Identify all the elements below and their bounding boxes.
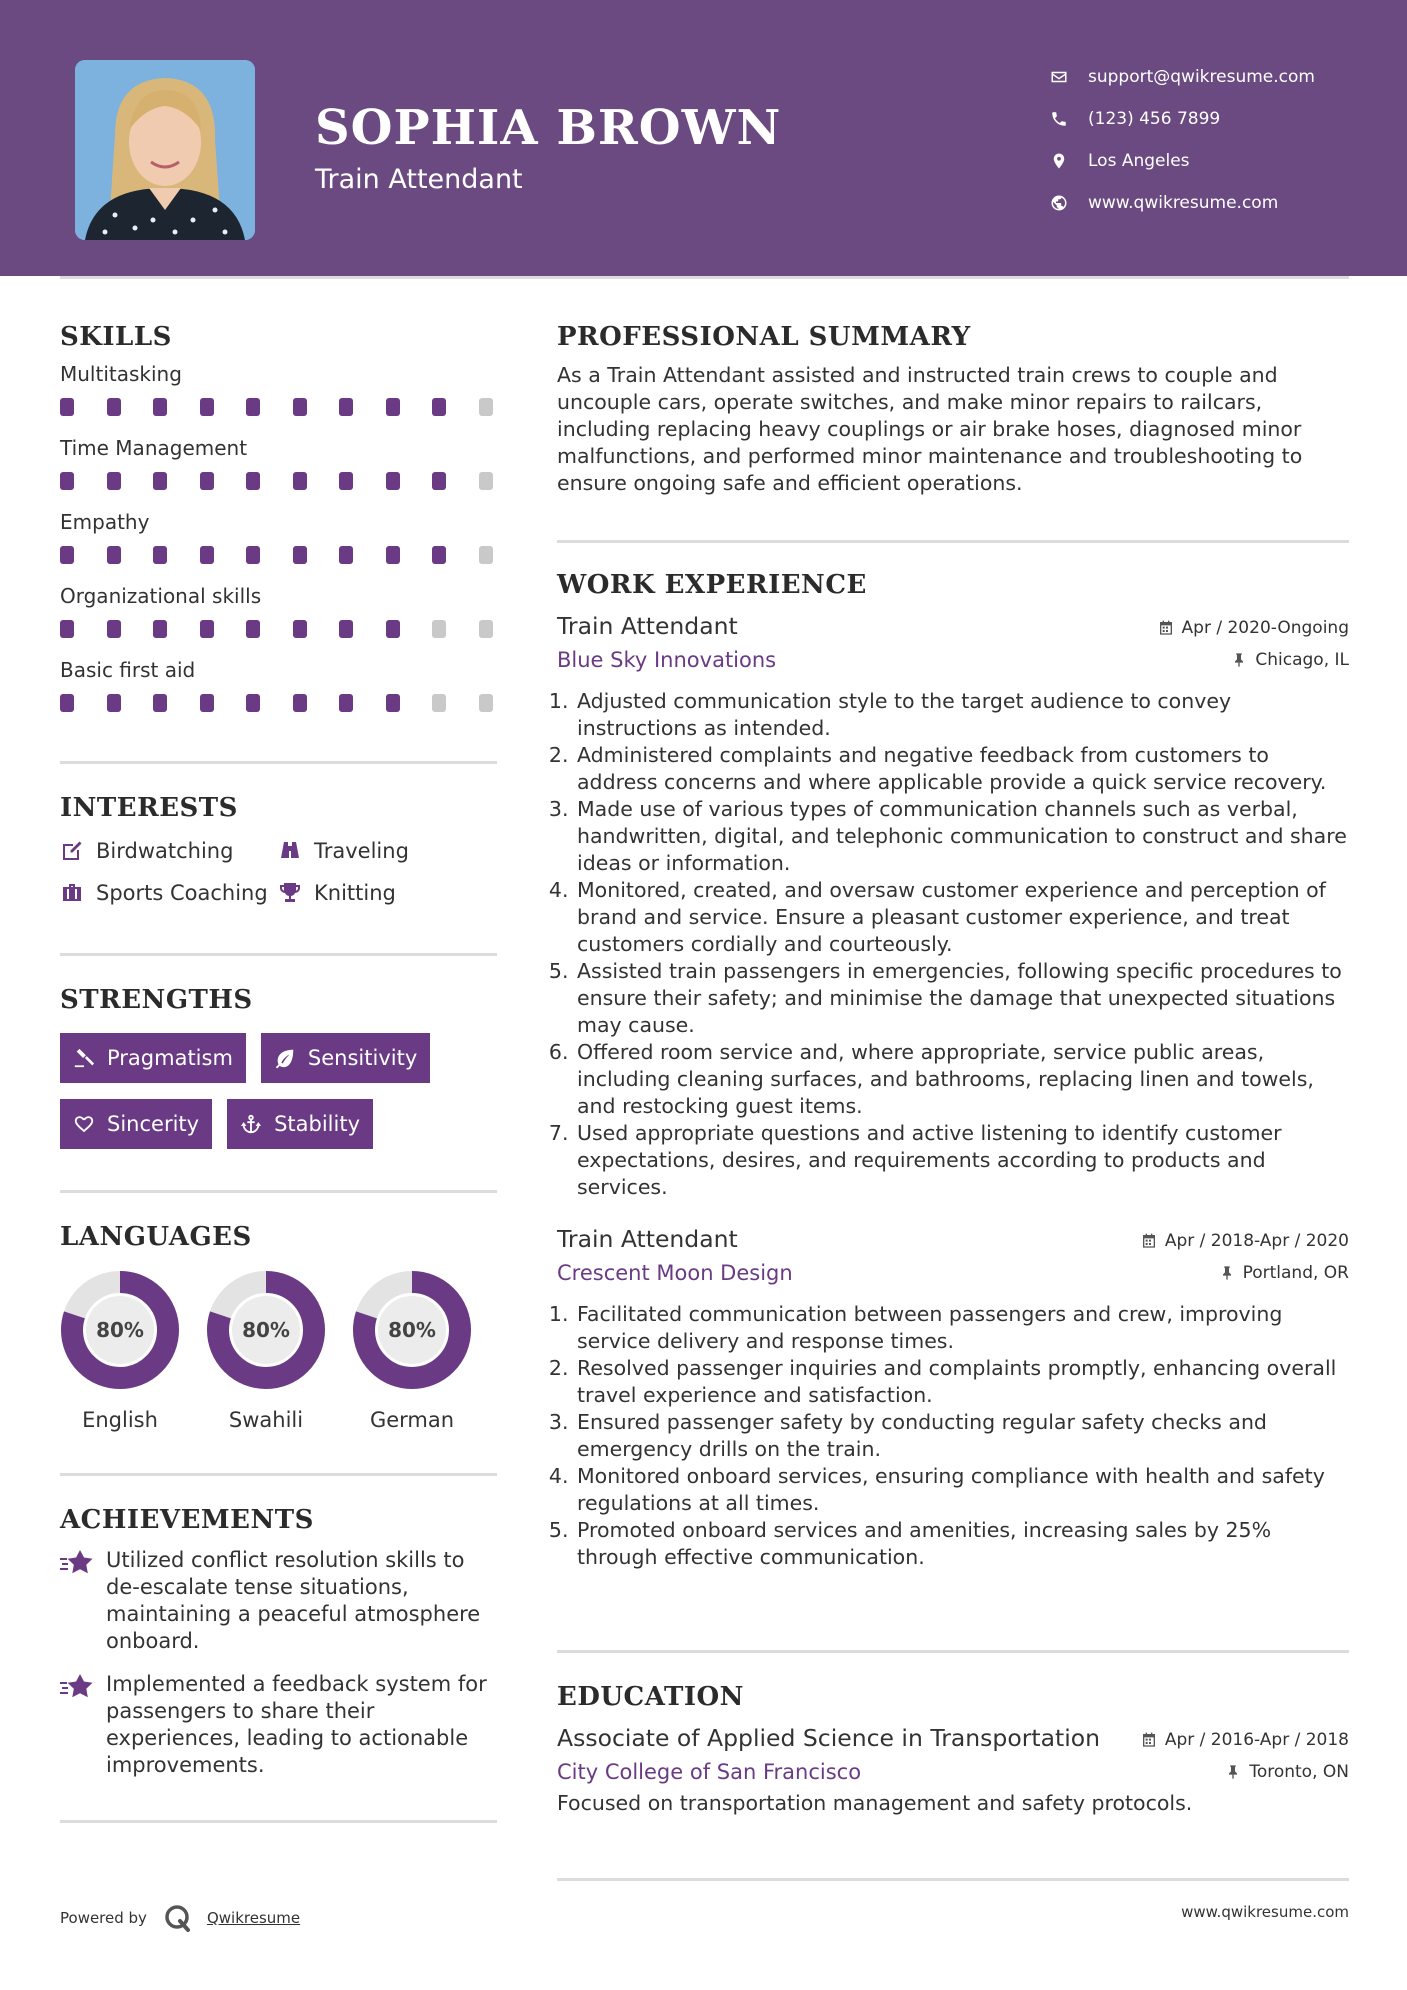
contact-website[interactable] (1050, 182, 1390, 224)
skill-dot (107, 694, 121, 712)
skills-divider (60, 761, 497, 764)
interest-label: Traveling (314, 839, 409, 863)
briefcase-icon (60, 881, 84, 905)
strengths-list (60, 1033, 497, 1149)
skill-dot (386, 620, 400, 638)
skill-dot (293, 694, 307, 712)
skill-dot (432, 694, 446, 712)
language-donut (60, 1270, 180, 1390)
job-location-text: Portland, OR (1242, 1263, 1349, 1283)
strength-label: Pragmatism (107, 1046, 233, 1070)
phone-icon (1050, 110, 1088, 128)
skill-dot (153, 546, 167, 564)
strengths-divider (60, 1190, 497, 1193)
skill-level-dots (60, 614, 497, 658)
skill-name: Empathy (60, 510, 150, 534)
education-description: Focused on transportation management and safety protocols. (557, 1791, 1193, 1815)
contact-email[interactable] (1050, 56, 1390, 98)
profile-photo-image (75, 60, 255, 240)
skill-dot (386, 472, 400, 490)
skill-dot (246, 694, 260, 712)
achievement-text: Implemented a feedback system for passengers to share their experiences, leading to actionable improvements. (106, 1672, 487, 1777)
strengths-section (60, 985, 497, 1149)
skill-dot (246, 398, 260, 416)
skill-dot (200, 472, 214, 490)
job-duties (557, 688, 1349, 1201)
job-duty-item: 2. Administered complaints and negative feedback from customers to address concerns and where applicable provide a quick service recovery. (575, 742, 1349, 796)
powered-by-text: Powered by (60, 1909, 147, 1927)
experience-title: WORK EXPERIENCE (557, 570, 867, 600)
skill-name: Basic first aid (60, 658, 196, 682)
pin-icon (1225, 1764, 1241, 1780)
qwikresume-link[interactable]: Qwikresume (206, 1909, 301, 1927)
job-title: Train Attendant (557, 1225, 738, 1253)
summary-text: As a Train Attendant assisted and instructed train crews to couple and uncouple cars, operate switches, and make minor repairs to railcars, including replacing heavy couplings or air brake hoses, diagnosed minor malfunctions, and performed minor maintenance and troubleshooting to ensure ongoing safe and efficient operations. (557, 363, 1303, 495)
language-donut (352, 1270, 472, 1390)
skill-dot (479, 398, 493, 416)
anchor-icon (240, 1113, 262, 1135)
skill-dot (293, 472, 307, 490)
interest-item (278, 881, 488, 905)
contact-website-text: www.qwikresume.com (1088, 193, 1279, 213)
education-location (1225, 1762, 1349, 1782)
skill-level-dots (60, 392, 497, 436)
job-entry (557, 612, 1349, 1201)
skill-dot (246, 472, 260, 490)
experience-section (557, 570, 1349, 1571)
interests-title: INTERESTS (60, 793, 238, 823)
job-company: Blue Sky Innovations (557, 648, 777, 672)
job-location (1219, 1263, 1349, 1283)
location-icon (1050, 152, 1088, 170)
education-school: City College of San Francisco (557, 1760, 862, 1784)
job-location-text: Chicago, IL (1255, 650, 1349, 670)
job-dates-text: Apr / 2018-Apr / 2020 (1164, 1231, 1349, 1251)
languages-list (60, 1270, 497, 1432)
achievements-divider (60, 1820, 497, 1823)
skill-dot (200, 694, 214, 712)
job-dates (1158, 618, 1349, 638)
interests-section (60, 793, 497, 905)
achievement-item (60, 1671, 497, 1779)
skill-dot (107, 398, 121, 416)
qwikresume-logo-icon (163, 1903, 193, 1933)
job-duty-item: 1. Adjusted communication style to the target audience to convey instructions as intended. (575, 688, 1349, 742)
strengths-title: STRENGTHS (60, 985, 253, 1015)
language-donut (206, 1270, 326, 1390)
skill-dot (200, 620, 214, 638)
skills-list (60, 362, 497, 732)
skill-dot (293, 620, 307, 638)
education-location-text: Toronto, ON (1249, 1762, 1349, 1782)
education-dates-text: Apr / 2016-Apr / 2018 (1164, 1730, 1349, 1750)
skill-name: Multitasking (60, 362, 182, 386)
skill-level-dots (60, 688, 497, 732)
calendar-icon (1141, 1732, 1157, 1748)
skill-name: Organizational skills (60, 584, 262, 608)
strength-tag (60, 1099, 212, 1149)
strength-label: Sensitivity (307, 1046, 418, 1070)
skill-dot (432, 472, 446, 490)
interest-label: Sports Coaching (96, 881, 268, 905)
job-duties (557, 1301, 1349, 1571)
contact-phone-text: (123) 456 7899 (1088, 109, 1221, 129)
job-duty-item: 5. Promoted onboard services and amenities, increasing sales by 25% through effective communication. (575, 1517, 1349, 1571)
skill-dot (479, 546, 493, 564)
email-icon (1050, 68, 1088, 86)
job-duty-item: 4. Monitored, created, and oversaw customer experience and perception of brand and service. Ensure a pleasant customer experience, and treat customers cordially and courteously. (575, 877, 1349, 958)
calendar-icon (1158, 620, 1174, 636)
skills-section (60, 322, 497, 732)
heart-icon (73, 1113, 95, 1135)
job-dates (1141, 1231, 1349, 1251)
skill-dot (107, 620, 121, 638)
job-duty-item: 4. Monitored onboard services, ensuring compliance with health and safety regulations at all times. (575, 1463, 1349, 1517)
skill-dot (479, 472, 493, 490)
interests-divider (60, 953, 497, 956)
skill-dot (153, 620, 167, 638)
skill-dot (153, 398, 167, 416)
job-company: Crescent Moon Design (557, 1261, 793, 1285)
education-divider (557, 1878, 1349, 1881)
candidate-role: Train Attendant (315, 164, 523, 195)
education-degree: Associate of Applied Science in Transportation (557, 1724, 1101, 1752)
achievements-section (60, 1505, 497, 1779)
language-percent: 80% (388, 1318, 436, 1342)
job-duty-item: 3. Ensured passenger safety by conducting regular safety checks and emergency drills on the train. (575, 1409, 1349, 1463)
job-dates-text: Apr / 2020-Ongoing (1181, 618, 1349, 638)
leaf-icon (274, 1047, 296, 1069)
skill-dot (293, 398, 307, 416)
strength-label: Sincerity (107, 1112, 200, 1136)
job-duty-item: 1. Facilitated communication between passengers and crew, improving service delivery and response times. (575, 1301, 1349, 1355)
pin-icon (1231, 652, 1247, 668)
skill-name: Time Management (60, 436, 248, 460)
skill-dot (386, 694, 400, 712)
summary-title: PROFESSIONAL SUMMARY (557, 322, 971, 352)
job-duty-item: 2. Resolved passenger inquiries and complaints promptly, enhancing overall travel experience and satisfaction. (575, 1355, 1349, 1409)
strength-tag (60, 1033, 246, 1083)
language-name: German (369, 1408, 455, 1432)
contact-email-text: support@qwikresume.com (1088, 67, 1315, 87)
languages-section (60, 1222, 497, 1432)
profile-photo (75, 60, 255, 240)
languages-divider (60, 1473, 497, 1476)
skill-dot (153, 472, 167, 490)
contact-location (1050, 140, 1390, 182)
summary-divider (557, 540, 1349, 543)
language-item (206, 1270, 326, 1432)
skill-dot (339, 472, 353, 490)
globe-icon (1050, 194, 1088, 212)
achievement-item (60, 1547, 497, 1655)
skill-dot (200, 546, 214, 564)
achievements-title: ACHIEVEMENTS (60, 1505, 314, 1535)
edit-icon (60, 839, 84, 863)
skill-dot (479, 694, 493, 712)
language-percent: 80% (96, 1318, 144, 1342)
skill-dot (246, 546, 260, 564)
contact-list (1050, 56, 1390, 224)
interest-label: Knitting (314, 881, 396, 905)
language-percent: 80% (242, 1318, 290, 1342)
header-divider (60, 276, 1349, 279)
resume-header (0, 0, 1407, 276)
interests-list (60, 839, 497, 905)
skill-dot (246, 620, 260, 638)
language-name: English (82, 1408, 158, 1432)
candidate-name: SOPHIA BROWN (315, 100, 782, 156)
binoculars-icon (278, 839, 302, 863)
skill-dot (293, 546, 307, 564)
strength-tag (261, 1033, 430, 1083)
trophy-icon (278, 881, 302, 905)
footer-website[interactable]: www.qwikresume.com (1181, 1903, 1349, 1921)
skill-dot (339, 546, 353, 564)
summary-section (557, 322, 1349, 497)
gavel-icon (73, 1047, 95, 1069)
skill-dot (432, 620, 446, 638)
job-title: Train Attendant (557, 612, 738, 640)
education-title: EDUCATION (557, 1682, 744, 1712)
job-duty-item: 3. Made use of various types of communication channels such as verbal, handwritten, digital, and telephonic communication to construct and share ideas or information. (575, 796, 1349, 877)
job-duty-item: 6. Offered room service and, where appropriate, service public areas, including cleaning surfaces, and bathrooms, replacing linen and towels, and restocking guest items. (575, 1039, 1349, 1120)
pin-icon (1219, 1265, 1235, 1281)
job-location (1231, 650, 1349, 670)
job-duty-item: 7. Used appropriate questions and active listening to identify customer expectations, desires, and requirements according to products and services. (575, 1120, 1349, 1201)
skill-dot (432, 546, 446, 564)
achievement-text: Utilized conflict resolution skills to de-escalate tense situations, maintaining a peaceful atmosphere onboard. (106, 1548, 481, 1653)
skill-dot (200, 398, 214, 416)
calendar-icon (1141, 1233, 1157, 1249)
skill-dot (479, 620, 493, 638)
interest-item (278, 839, 488, 863)
skill-dot (153, 694, 167, 712)
education-dates (1141, 1730, 1349, 1750)
skill-dot (60, 620, 74, 638)
skill-dot (386, 398, 400, 416)
skill-dot (60, 546, 74, 564)
skill-dot (60, 472, 74, 490)
language-name: Swahili (228, 1408, 304, 1432)
skill-level-dots (60, 540, 497, 584)
interest-item (60, 881, 278, 905)
education-entry (557, 1724, 1349, 1817)
language-item (352, 1270, 472, 1432)
job-entry (557, 1225, 1349, 1571)
languages-title: LANGUAGES (60, 1222, 252, 1252)
language-item (60, 1270, 180, 1432)
strength-label: Stability (274, 1112, 361, 1136)
skill-dot (60, 398, 74, 416)
skill-level-dots (60, 466, 497, 510)
skill-dot (60, 694, 74, 712)
skills-title: SKILLS (60, 322, 172, 352)
skill-dot (339, 620, 353, 638)
experience-divider (557, 1650, 1349, 1653)
education-section (557, 1682, 1349, 1817)
skill-dot (107, 546, 121, 564)
interest-label: Birdwatching (96, 839, 234, 863)
skill-dot (432, 398, 446, 416)
job-duty-item: 5. Assisted train passengers in emergencies, following specific procedures to ensure their safety; and minimise the damage that unexpected situations may cause. (575, 958, 1349, 1039)
contact-phone[interactable] (1050, 98, 1390, 140)
star-icon (60, 1549, 94, 1575)
skill-dot (339, 398, 353, 416)
interest-item (60, 839, 278, 863)
skill-dot (339, 694, 353, 712)
skill-dot (386, 546, 400, 564)
footer-powered-by (60, 1903, 300, 1933)
contact-location-text: Los Angeles (1088, 151, 1190, 171)
skill-dot (107, 472, 121, 490)
star-icon (60, 1673, 94, 1699)
strength-tag (227, 1099, 373, 1149)
